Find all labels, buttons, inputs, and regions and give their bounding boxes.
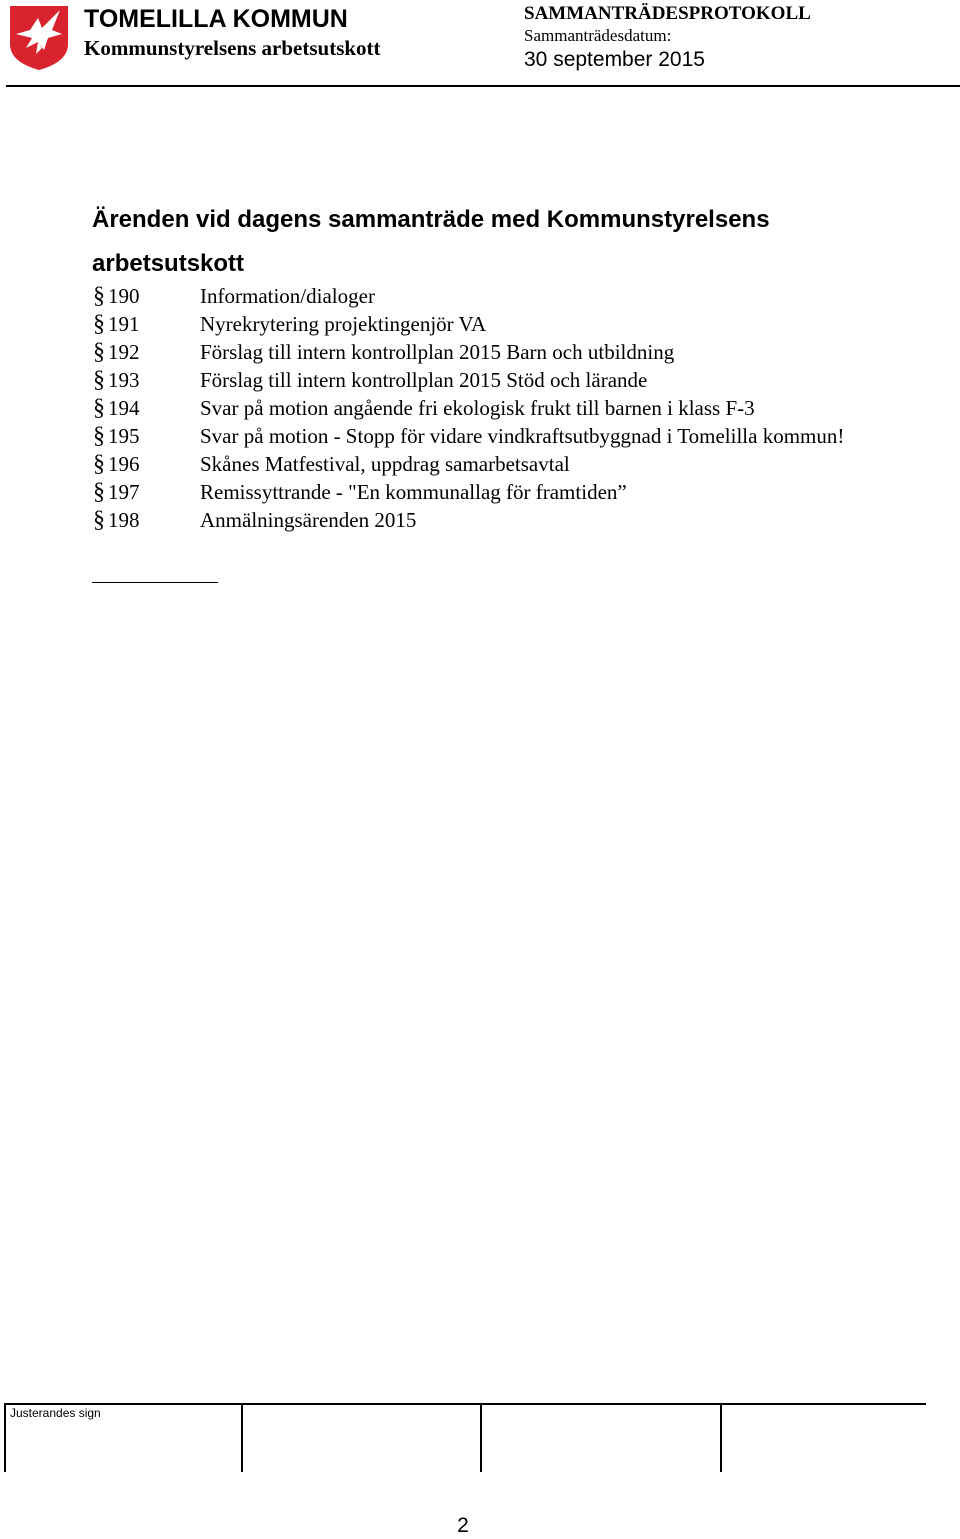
agenda-item	[90, 338, 910, 366]
section-symbol: §	[93, 283, 105, 309]
section-symbol: §	[93, 423, 105, 449]
section-symbol: §	[93, 507, 105, 533]
signature-box-divider	[480, 1404, 482, 1472]
item-text: Förslag till intern kontrollplan 2015 Stöd och lärande	[200, 368, 648, 392]
signature-box-divider	[4, 1404, 6, 1472]
item-number: 191	[108, 312, 140, 336]
agenda-item	[90, 310, 910, 338]
meeting-date-label: Sammanträdesdatum:	[524, 26, 672, 45]
item-text: Svar på motion angående fri ekologisk frukt till barnen i klass F-3	[200, 396, 755, 420]
page-number: 2	[457, 1514, 469, 1537]
agenda-item	[90, 450, 910, 478]
agenda-item	[90, 478, 910, 506]
item-text: Förslag till intern kontrollplan 2015 Barn och utbildning	[200, 340, 675, 364]
organization-name: TOMELILLA KOMMUN	[84, 5, 348, 33]
agenda-item	[90, 366, 910, 394]
agenda-item	[90, 422, 910, 450]
item-text: Information/dialoger	[200, 284, 375, 308]
agenda-item	[90, 282, 910, 310]
section-symbol: §	[93, 451, 105, 477]
item-text: Remissyttrande - "En kommunallag för framtiden”	[200, 480, 627, 504]
tomelilla-crest-icon	[8, 4, 70, 72]
document-type: SAMMANTRÄDESPROTOKOLL	[524, 3, 811, 24]
item-number: 195	[108, 424, 140, 448]
end-of-list-rule	[92, 582, 218, 583]
signature-label: Justerandes sign	[10, 1406, 101, 1420]
signature-box-divider	[720, 1404, 722, 1472]
item-text: Skånes Matfestival, uppdrag samarbetsavtal	[200, 452, 570, 476]
meeting-date: 30 september 2015	[524, 48, 705, 71]
agenda-list	[90, 282, 910, 534]
section-symbol: §	[93, 339, 105, 365]
section-symbol: §	[93, 367, 105, 393]
header-divider	[6, 85, 960, 87]
item-text: Svar på motion - Stopp för vidare vindkraftsutbyggnad i Tomelilla kommun!	[200, 424, 845, 448]
item-text: Anmälningsärenden 2015	[200, 508, 417, 532]
item-number: 192	[108, 340, 140, 364]
item-number: 197	[108, 480, 140, 504]
signature-box-divider	[241, 1404, 243, 1472]
signature-box-top-border	[4, 1403, 926, 1405]
section-symbol: §	[93, 479, 105, 505]
section-symbol: §	[93, 395, 105, 421]
agenda-item	[90, 394, 910, 422]
item-number: 196	[108, 452, 140, 476]
item-number: 198	[108, 508, 140, 532]
item-number: 194	[108, 396, 140, 420]
board-name: Kommunstyrelsens arbetsutskott	[84, 36, 381, 60]
item-text: Nyrekrytering projektingenjör VA	[200, 312, 487, 336]
page-title: Ärenden vid dagens sammanträde med Kommunstyrelsens arbetsutskott	[92, 206, 770, 277]
section-symbol: §	[93, 311, 105, 337]
item-number: 193	[108, 368, 140, 392]
agenda-item	[90, 506, 910, 534]
item-number: 190	[108, 284, 140, 308]
